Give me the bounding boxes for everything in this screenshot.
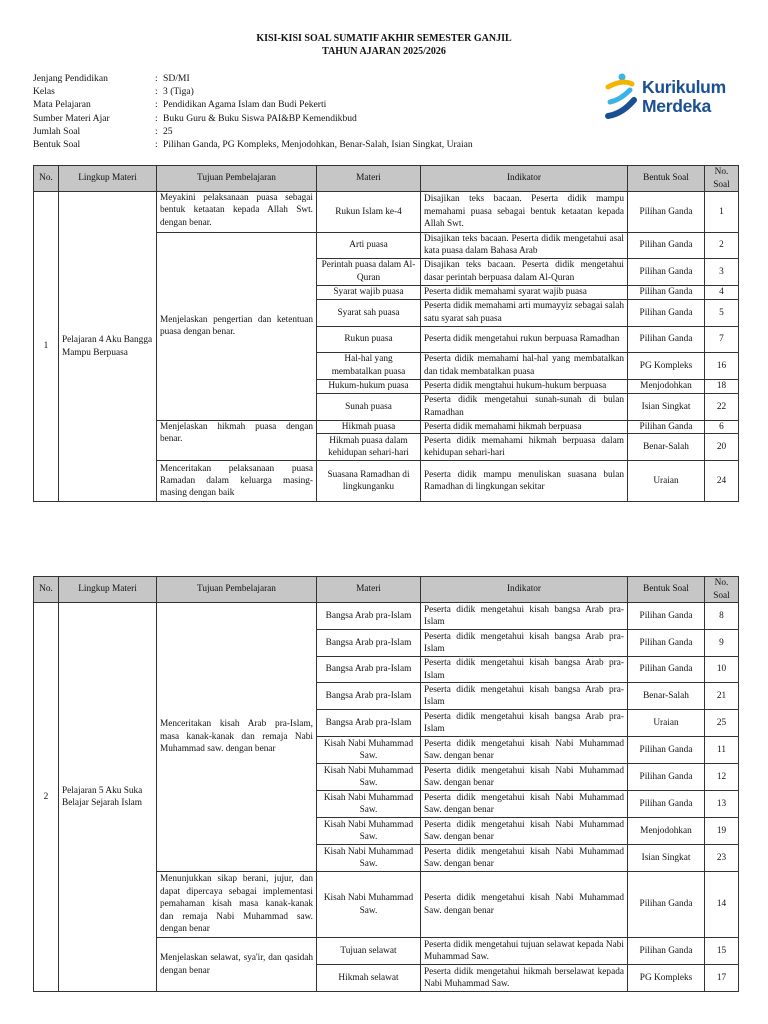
nomor-soal: 7 [705, 326, 739, 352]
materi: Syarat sah puasa [317, 299, 421, 326]
logo-mark-icon [600, 70, 640, 126]
bentuk-soal: Pilihan Ganda [628, 603, 705, 630]
materi: Bangsa Arab pra-Islam [317, 657, 421, 683]
bentuk-soal: Pilihan Ganda [628, 872, 705, 938]
lingkup-materi: Pelajaran 4 Aku Bangga Mampu Berpuasa [59, 192, 157, 502]
kisi-kisi-table-2 [33, 576, 739, 992]
tujuan-pembelajaran: Meyakini pelaksanaan puasa sebagai bentuk ketaatan kepada Allah Swt. dengan benar. [157, 192, 317, 233]
nomor-soal: 11 [705, 737, 739, 764]
logo-text: Kurikulum Merdeka [642, 77, 726, 116]
materi: Bangsa Arab pra-Islam [317, 603, 421, 630]
indikator: Disajikan teks bacaan. Peserta didik mengetahui dasar perintah berpuasa dalam Al-Quran [421, 258, 628, 285]
materi: Kisah Nabi Muhammad Saw. [317, 791, 421, 818]
meta-row-sumber: Sumber Materi Ajar : Buku Guru & Buku Siswa PAI&BP Kemendikbud [33, 112, 357, 124]
nomor-soal: 1 [705, 192, 739, 233]
nomor-soal: 4 [705, 285, 739, 299]
indikator: Peserta didik memahami hikmah berpuasa dalam kehidupan sehari-hari [421, 434, 628, 461]
indikator: Peserta didik mengetahui rukun berpuasa Ramadhan [421, 326, 628, 352]
meta-row-kelas: Kelas : 3 (Tiga) [33, 86, 194, 98]
bentuk-soal: Pilihan Ganda [628, 285, 705, 299]
materi: Hikmah puasa dalam kehidupan sehari-hari [317, 434, 421, 461]
indikator: Peserta didik mengetahui kisah Nabi Muhammad Saw. dengan benar [421, 737, 628, 764]
indikator: Peserta didik mengetahui hikmah berselawat kepada Nabi Muhammad Saw. [421, 965, 628, 992]
bentuk-soal: Uraian [628, 461, 705, 502]
materi: Kisah Nabi Muhammad Saw. [317, 872, 421, 938]
nomor-soal: 18 [705, 379, 739, 393]
indikator: Peserta didik mengetahui sunah-sunah di bulan Ramadhan [421, 393, 628, 420]
bentuk-soal: Pilihan Ganda [628, 233, 705, 259]
nomor-soal: 12 [705, 764, 739, 791]
academic-year: TAHUN AJARAN 2025/2026 [322, 46, 446, 57]
indikator: Peserta didik mengetahui kisah Nabi Muhammad Saw. dengan benar [421, 818, 628, 845]
indikator: Peserta didik mengetahui kisah bangsa Arab pra-Islam [421, 710, 628, 737]
materi: Bangsa Arab pra-Islam [317, 683, 421, 710]
bentuk-soal: Menjodohkan [628, 379, 705, 393]
bentuk-soal: Pilihan Ganda [628, 192, 705, 233]
materi: Hikmah puasa [317, 420, 421, 433]
kurikulum-merdeka-logo [600, 70, 740, 126]
bentuk-soal: PG Kompleks [628, 965, 705, 992]
materi: Kisah Nabi Muhammad Saw. [317, 737, 421, 764]
bentuk-soal: Benar-Salah [628, 683, 705, 710]
bentuk-soal: Isian Singkat [628, 393, 705, 420]
bentuk-soal: Menjodohkan [628, 818, 705, 845]
indikator: Peserta didik mengetahui kisah Nabi Muhammad Saw. dengan benar [421, 764, 628, 791]
bentuk-soal: Pilihan Ganda [628, 657, 705, 683]
lingkup-materi: Pelajaran 5 Aku Suka Belajar Sejarah Islam [59, 603, 157, 992]
table-row [34, 603, 739, 630]
identity-block [33, 72, 473, 151]
nomor-soal: 15 [705, 938, 739, 965]
tujuan-pembelajaran: Menjelaskan hikmah puasa dengan benar. [157, 420, 317, 460]
bentuk-soal: Pilihan Ganda [628, 791, 705, 818]
materi: Kisah Nabi Muhammad Saw. [317, 764, 421, 791]
materi: Suasana Ramadhan di lingkunganku [317, 461, 421, 502]
meta-row-bentuk: Bentuk Soal : Pilihan Ganda, PG Kompleks, Menjodohkan, Benar-Salah, Isian Singkat, Uraian [33, 139, 473, 151]
bentuk-soal: Pilihan Ganda [628, 299, 705, 326]
indikator: Peserta didik mengetahui kisah bangsa Arab pra-Islam [421, 630, 628, 657]
table-header-row: No. Lingkup Materi Tujuan Pembelajaran Materi Indikator Bentuk Soal No. Soal [34, 166, 739, 192]
nomor-soal: 10 [705, 657, 739, 683]
meta-row-jenjang: Jenjang Pendidikan : SD/MI [33, 73, 190, 84]
bentuk-soal: Pilihan Ganda [628, 326, 705, 352]
materi: Kisah Nabi Muhammad Saw. [317, 818, 421, 845]
nomor-soal: 6 [705, 420, 739, 433]
indikator: Peserta didik mengetahui kisah Nabi Muhammad Saw. dengan benar [421, 791, 628, 818]
tujuan-pembelajaran: Menceritakan kisah Arab pra-Islam, masa kanak-kanak dan remaja Nabi Muhammad saw. dengan benar [157, 603, 317, 872]
row-number: 2 [34, 603, 59, 992]
materi: Syarat wajib puasa [317, 285, 421, 299]
indikator: Peserta didik mengetahui kisah bangsa Arab pra-Islam [421, 683, 628, 710]
materi: Hal-hal yang membatalkan puasa [317, 352, 421, 379]
indikator: Peserta didik memahami syarat wajib puasa [421, 285, 628, 299]
indikator: Peserta didik mengetahui kisah bangsa Arab pra-Islam [421, 603, 628, 630]
materi: Kisah Nabi Muhammad Saw. [317, 845, 421, 872]
indikator: Peserta didik mengetahui kisah Nabi Muhammad Saw. dengan benar [421, 872, 628, 938]
nomor-soal: 20 [705, 434, 739, 461]
bentuk-soal: Isian Singkat [628, 845, 705, 872]
nomor-soal: 5 [705, 299, 739, 326]
tujuan-pembelajaran: Menjelaskan pengertian dan ketentuan puasa dengan benar. [157, 233, 317, 421]
nomor-soal: 17 [705, 965, 739, 992]
kisi-kisi-table-1 [33, 165, 739, 502]
materi: Hikmah selawat [317, 965, 421, 992]
nomor-soal: 13 [705, 791, 739, 818]
materi: Arti puasa [317, 233, 421, 259]
nomor-soal: 21 [705, 683, 739, 710]
bentuk-soal: Benar-Salah [628, 434, 705, 461]
meta-row-jumlah: Jumlah Soal : 25 [33, 125, 173, 137]
indikator: Disajikan teks bacaan. Peserta didik mengetahui asal kata puasa dalam Bahasa Arab [421, 233, 628, 259]
tujuan-pembelajaran: Menunjukkan sikap berani, jujur, dan dapat dipercaya sebagai implementasi pemahaman kisah masa kanak-kanak dan remaja Nabi Muhammad saw. dengan benar [157, 872, 317, 938]
indikator: Peserta didik memahami hal-hal yang membatalkan dan tidak membatalkan puasa [421, 352, 628, 379]
bentuk-soal: Pilihan Ganda [628, 630, 705, 657]
nomor-soal: 22 [705, 393, 739, 420]
indikator: Peserta didik mengetahui kisah bangsa Arab pra-Islam [421, 657, 628, 683]
meta-row-mapel: Mata Pelajaran : Pendidikan Agama Islam dan Budi Pekerti [33, 99, 327, 111]
document-title: KISI-KISI SOAL SUMATIF AKHIR SEMESTER GANJIL [256, 33, 512, 44]
table-row [34, 192, 739, 233]
indikator: Peserta didik mengtahui hukum-hukum berpuasa [421, 379, 628, 393]
materi: Bangsa Arab pra-Islam [317, 710, 421, 737]
nomor-soal: 23 [705, 845, 739, 872]
bentuk-soal: Uraian [628, 710, 705, 737]
nomor-soal: 24 [705, 461, 739, 502]
table-header-row: No. Lingkup Materi Tujuan Pembelajaran Materi Indikator Bentuk Soal No. Soal [34, 577, 739, 603]
materi: Rukun puasa [317, 326, 421, 352]
materi: Tujuan selawat [317, 938, 421, 965]
nomor-soal: 14 [705, 872, 739, 938]
bentuk-soal: Pilihan Ganda [628, 258, 705, 285]
materi: Rukun Islam ke-4 [317, 192, 421, 233]
indikator: Peserta didik mengetahui tujuan selawat kepada Nabi Muhammad Saw. [421, 938, 628, 965]
tujuan-pembelajaran: Menjelaskan selawat, sya'ir, dan qasidah dengan benar [157, 938, 317, 992]
bentuk-soal: Pilihan Ganda [628, 420, 705, 433]
indikator: Peserta didik mengetahui kisah Nabi Muhammad Saw. dengan benar [421, 845, 628, 872]
indikator: Disajikan teks bacaan. Peserta didik mampu memahami puasa sebagai bentuk ketaatan kepada Allah Swt. [421, 192, 628, 233]
tujuan-pembelajaran: Menceritakan pelaksanaan puasa Ramadan dalam keluarga masing-masing dengan baik [157, 461, 317, 502]
nomor-soal: 25 [705, 710, 739, 737]
materi: Perintah puasa dalam Al-Quran [317, 258, 421, 285]
indikator: Peserta didik memahami arti mumayyiz sebagai salah satu syarat sah puasa [421, 299, 628, 326]
materi: Bangsa Arab pra-Islam [317, 630, 421, 657]
nomor-soal: 9 [705, 630, 739, 657]
indikator: Peserta didik mampu menuliskan suasana bulan Ramadhan di lingkungan sekitar [421, 461, 628, 502]
bentuk-soal: PG Kompleks [628, 352, 705, 379]
nomor-soal: 3 [705, 258, 739, 285]
materi: Hukum-hukum puasa [317, 379, 421, 393]
bentuk-soal: Pilihan Ganda [628, 737, 705, 764]
nomor-soal: 2 [705, 233, 739, 259]
row-number: 1 [34, 192, 59, 502]
nomor-soal: 8 [705, 603, 739, 630]
nomor-soal: 19 [705, 818, 739, 845]
indikator: Peserta didik memahami hikmah berpuasa [421, 420, 628, 433]
nomor-soal: 16 [705, 352, 739, 379]
bentuk-soal: Pilihan Ganda [628, 764, 705, 791]
materi: Sunah puasa [317, 393, 421, 420]
bentuk-soal: Pilihan Ganda [628, 938, 705, 965]
